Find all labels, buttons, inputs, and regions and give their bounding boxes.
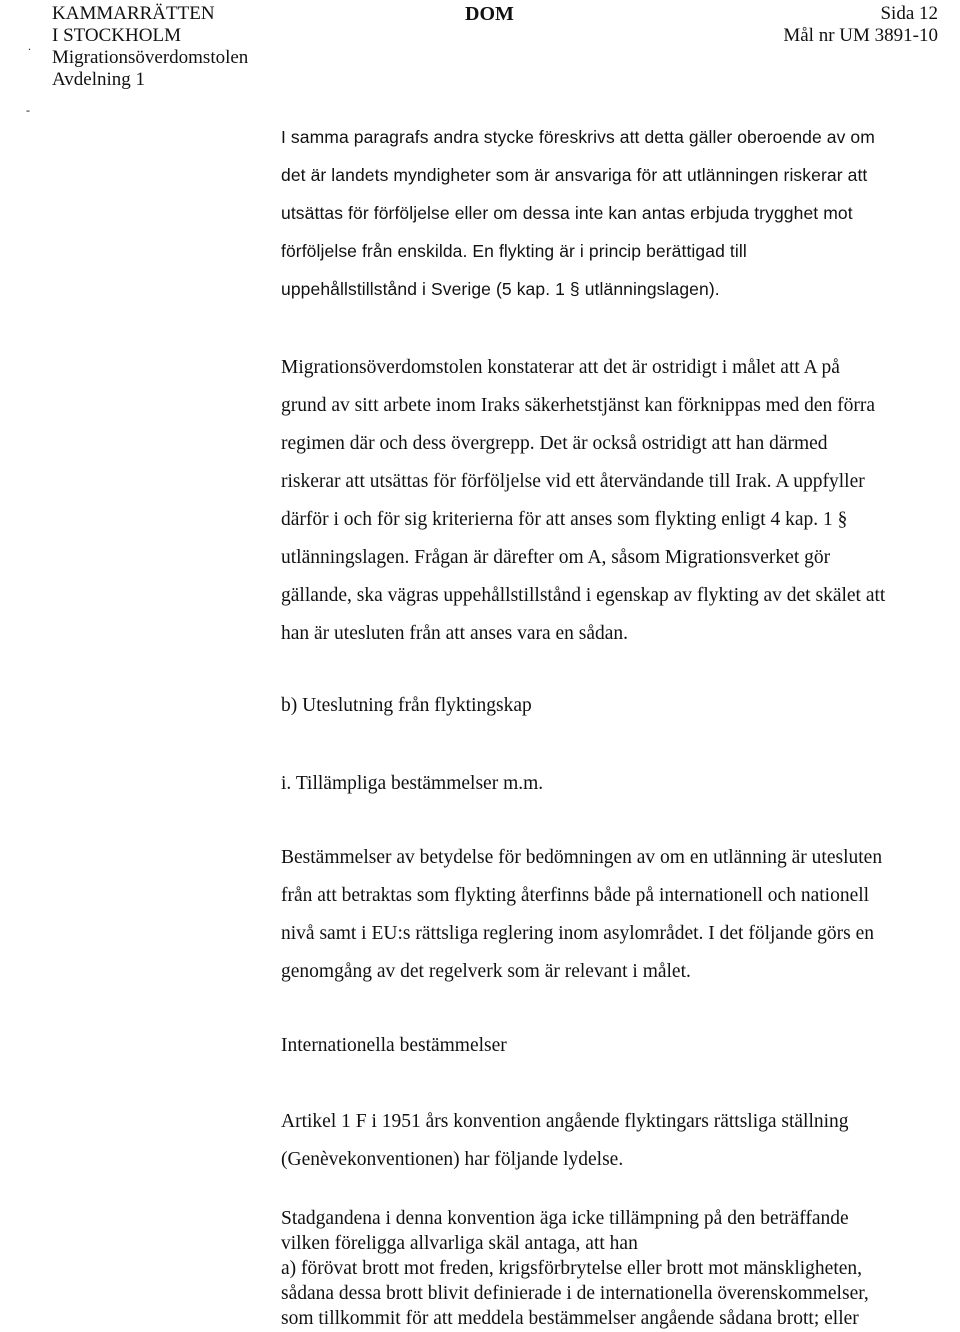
- quote-line: a) förövat brott mot freden, krigsförbrytelse eller brott mot mänskligheten,: [281, 1258, 863, 1279]
- court-department: Avdelning 1: [52, 69, 146, 90]
- court-header: [52, 3, 248, 91]
- page-number: Sida 12: [880, 3, 938, 24]
- quote-line: Stadgandena i denna konvention äga icke tillämpning på den beträffande: [281, 1208, 849, 1229]
- text-line: gällande, ska vägras uppehållstillstånd i egenskap av flykting av det skälet att: [281, 585, 886, 606]
- court-name: KAMMARRÄTTEN: [52, 3, 215, 24]
- court-city: I STOCKHOLM: [52, 25, 181, 46]
- text-line: genomgång av det regelverk som är relevant i målet.: [281, 961, 691, 982]
- quote-line: som tillkommit för att meddela bestämmelser angående sådana brott; eller: [281, 1308, 859, 1329]
- text-line: utlänningslagen. Frågan är därefter om A, såsom Migrationsverket gör: [281, 547, 831, 568]
- text-line: Migrationsöverdomstolen konstaterar att det är ostridigt i målet att A på: [281, 357, 840, 378]
- paragraph-geneva-convention: [281, 1103, 959, 1179]
- scan-mark: -: [26, 103, 30, 117]
- paragraph-refugee-definition: [281, 118, 959, 308]
- text-line: Bestämmelser av betydelse för bedömningen av om en utlänning är utesluten: [281, 847, 883, 868]
- heading-text: i. Tillämpliga bestämmelser m.m.: [281, 773, 544, 794]
- heading-text: b) Uteslutning från flyktingskap: [281, 695, 532, 716]
- quoted-convention-text: [281, 1206, 959, 1331]
- text-line: från att betraktas som flykting återfinns både på internationell och nationell: [281, 885, 870, 906]
- text-line: I samma paragrafs andra stycke föreskrivs att detta gäller oberoende av om: [281, 127, 875, 147]
- heading-international-provisions: [281, 1027, 959, 1065]
- subsection-heading-provisions: [281, 765, 959, 803]
- text-line: riskerar att utsättas för förföljelse vid ett återvändande till Irak. A uppfyller: [281, 471, 865, 492]
- court-division: Migrationsöverdomstolen: [52, 47, 249, 68]
- text-line: Artikel 1 F i 1951 års konvention angående flyktingars rättsliga ställning: [281, 1111, 849, 1132]
- page-info: [783, 3, 938, 47]
- paragraph-provisions-overview: [281, 839, 959, 991]
- paragraph-court-finding: [281, 349, 959, 653]
- text-line: regimen där och dess övergrepp. Det är också ostridigt att han därmed: [281, 433, 828, 454]
- section-heading-exclusion: [281, 687, 959, 725]
- text-line: grund av sitt arbete inom Iraks säkerhetstjänst kan förknippas med den förra: [281, 395, 876, 416]
- text-line: uppehållstillstånd i Sverige (5 kap. 1 § utlänningslagen).: [281, 279, 720, 299]
- case-number: Mål nr UM 3891-10: [783, 25, 938, 46]
- quote-line: sådana dessa brott blivit definierade i de internationella överenskommelser,: [281, 1283, 869, 1304]
- text-line: utsättas för förföljelse eller om dessa inte kan antas erbjuda trygghet mot: [281, 203, 853, 223]
- text-line: förföljelse från enskilda. En flykting är i princip berättigad till: [281, 241, 747, 261]
- document-type: DOM: [465, 3, 514, 25]
- text-line: det är landets myndigheter som är ansvariga för att utlänningen riskerar att: [281, 165, 868, 185]
- text-line: (Genèvekonventionen) har följande lydelse.: [281, 1149, 624, 1170]
- heading-text: Internationella bestämmelser: [281, 1035, 507, 1056]
- scan-mark: .: [28, 39, 31, 53]
- quote-line: vilken föreligga allvarliga skäl antaga, att han: [281, 1233, 638, 1254]
- text-line: därför i och för sig kriterierna för att anses som flykting enligt 4 kap. 1 §: [281, 509, 848, 530]
- text-line: han är utesluten från att anses vara en sådan.: [281, 623, 629, 644]
- text-line: nivå samt i EU:s rättsliga reglering inom asylområdet. I det följande görs en: [281, 923, 874, 944]
